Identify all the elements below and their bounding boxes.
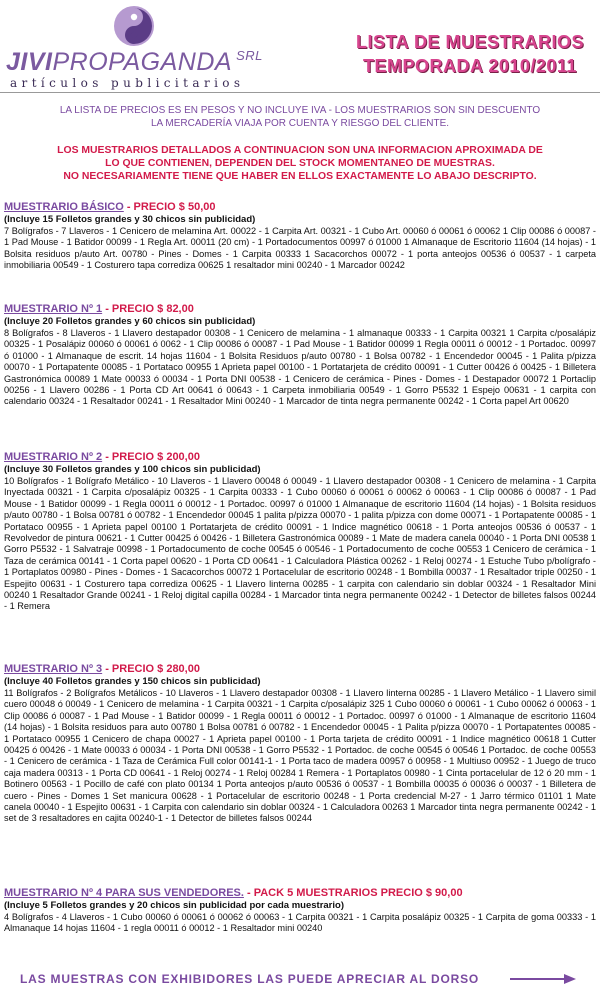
section-includes: (Incluye 40 Folletos grandes y 150 chicos sin publicidad) <box>4 676 261 687</box>
section-name: MUESTRARIO Nº 4 PARA SUS VENDEDORES. <box>4 887 244 899</box>
section-price: - PACK 5 MUESTRARIOS PRECIO $ 90,00 <box>243 887 463 899</box>
page-title <box>356 30 584 78</box>
section-includes: (Incluye 5 Folletos grandes y 20 chicos sin publicidad por cada muestrario) <box>4 900 344 911</box>
stock-alert-line-1: LOS MUESTRARIOS DETALLADOS A CONTINUACION SON UNA INFORMACION APROXIMADA DE <box>57 145 543 156</box>
title-line-2: TEMPORADA 2010/2011 <box>363 56 577 76</box>
stock-alert-line-2: LO QUE CONTIENEN, DEPENDEN DEL STOCK MOMENTANEO DE MUESTRAS. <box>105 158 495 169</box>
header <box>0 0 600 92</box>
title-line-1: LISTA DE MUESTRARIOS <box>355 32 584 52</box>
section-items: 4 Bolígrafos - 4 Llaveros - 1 Cubo 00060 ó 00061 ó 00062 ó 00063 - 1 Carpita 00321 - 1 Carpita posalápiz 00325 - 1 Carpita de goma 00333 - 1 Almanaque 14 hojas 11604 - 1 regla 00011 ó 00012 - 1 Resaltador mini 00240 <box>4 912 596 934</box>
section-muestrario-basico <box>4 200 596 272</box>
stock-alert <box>0 144 600 183</box>
section-name: MUESTRARIO BÁSICO <box>4 201 124 213</box>
logo-second: PROPAGANDA <box>52 48 233 76</box>
section-muestrario-1 <box>4 302 596 408</box>
logo-main: JIVI <box>6 48 53 76</box>
section-name: MUESTRARIO Nº 1 <box>4 303 103 315</box>
logo-swirl-icon <box>112 4 156 48</box>
section-name: MUESTRARIO Nº 3 <box>4 663 103 675</box>
logo-name <box>6 48 263 77</box>
section-items: 8 Bolígrafos - 8 Llaveros - 1 Llavero destapador 00308 - 1 Cenicero de melamina - 1 almanaque 00333 - 1 Carpita 00321 1 Carpita c/posalápiz 00325 - 1 Posalápiz 00060 ó 00061 ó 0062 - 1 Clip 00086 ó 00087 - 1 Pad Mouse - 1 Batidor 00099 1 Regla 00011 ó 00012 - 1 Portadoc. 00997 ó 01000 - 1 Almanaque de escrit. 14 hojas 11604 - 1 Bolsita Residuos p/auto 00780 - 1 Bolsa 00782 - 1 Encendedor 00045 - 1 Palita p/pizza 00070 - 1 Portapatente 00085 - 1 Portataco 00955 1 Aprieta papel 00100 - 1 Portatarjeta de crédito 00091 - 1 Cutter 00426 ó 00425 - 1 Billetera Gastronómica 00089 1 Mate 00033 ó 00034 - 1 Porta DNI 00538 - 1 Cenicero de cerámica - Pines - Domes - 1 Destapador 00072 1 Portaclip 00256 - 1 Llavero 00286 - 1 Porta CD Art 00641 ó 00643 - 1 Carpeta inmobiliaria 00549 - 1 Gorro P5532 1 Espejo 00631 - 1 carpita con calendario 00324 - 1 Resaltador 00241 - 1 Resaltador Mini 00240 - 1 Marcador de tinta negra permanente 00242 - 1 Corta papel Art 00620 <box>4 328 596 407</box>
section-muestrario-2 <box>4 450 596 613</box>
price-notice-line-2: LA MERCADERÍA VIAJA POR CUENTA Y RIESGO DEL CLIENTE. <box>150 118 450 129</box>
section-title <box>4 662 596 676</box>
section-name: MUESTRARIO Nº 2 <box>4 451 103 463</box>
section-price: - PRECIO $ 200,00 <box>102 451 200 463</box>
section-includes: (Incluye 15 Folletos grandes y 30 chicos sin publicidad) <box>4 214 256 225</box>
section-price: - PRECIO $ 280,00 <box>102 663 200 675</box>
section-items: 7 Bolígrafos - 7 Llaveros - 1 Cenicero de melamina Art. 00022 - 1 Carpita Art. 00321 - 1 Cubo Art. 00060 ó 00061 ó 00062 1 Clip 00086 ó 00087 - 1 Pad Mouse - 1 Batidor 00099 - 1 Regla Art. 00011 (20 cm) - 1 Portadocumentos 00997 ó 01000 1 Almanaque de Escritorio 11604 (14 hojas) - 1 Bolsita residuos p/auto Art. 00780 - Pines - Domes - 1 Carpita 00333 1 Sacacorchos 00072 - 1 porta anteojos 00536 ó 00537 - 1 carpeta inmobiliaria 00549 - 1 Costurero tapa corrediza 00625 1 resaltador mini 00240 - 1 Marcador 00242 <box>4 226 596 271</box>
section-title <box>4 302 596 316</box>
stock-alert-line-3: NO NECESARIAMENTE TIENE QUE HABER EN ELLOS EXACTAMENTE LO ABAJO DESCRIPTO. <box>63 171 537 182</box>
logo <box>6 2 276 88</box>
footer-note: LAS MUESTRAS CON EXHIBIDORES LAS PUEDE APRECIAR AL DORSO <box>20 972 480 986</box>
header-divider <box>0 92 600 93</box>
section-title <box>4 450 596 464</box>
price-notice-line-1: LA LISTA DE PRECIOS ES EN PESOS Y NO INCLUYE IVA - LOS MUESTRARIOS SON SIN DESCUENTO <box>59 105 541 116</box>
section-title <box>4 886 596 900</box>
arrow-right-icon <box>508 972 578 986</box>
section-muestrario-3 <box>4 662 596 825</box>
price-notice <box>0 104 600 130</box>
section-price: - PRECIO $ 50,00 <box>123 201 216 213</box>
section-includes: (Incluye 30 Folletos grandes y 100 chicos sin publicidad) <box>4 464 261 475</box>
section-items: 10 Bolígrafos - 1 Bolígrafo Metálico - 10 Llaveros - 1 Llavero 00048 ó 00049 - 1 Llavero destapador 00308 - 1 Cenicero de melamina - 1 Carpita Inyectada 00321 - 1 Carpita c/posalápiz 00325 - 1 Carpita 00333 - 1 Cubo 00060 ó 00061 ó 00062 ó 00063 - 1 Clip 00086 ó 00087 - 1 Pad Mouse - 1 Batidor 00099 - 1 Regla 00011 ó 00012 - 1 Portadoc. 00997 ó 01000 1 Almanaque de escritorio 11604 (14 hojas) - 1 Bolsita residuos p/auto 00780 - 1 Bolsa 00781 ó 00782 - 1 Encendedor 00045 1 palita p/pizza 00070 - 1 palita p/pizza con dome 00071 - 1 Portapatente 00085 - 1 Portataco 00955 - 1 Aprieta papel 00100 1 Portatarjeta de crédito 00091 - 1 Indice magnético 00618 - 1 Porta anteojos 00536 ó 00537 - 1 Revolvedor de pintura 00621 - 1 Cutter 00425 ó 00426 - 1 Billetera Gastronómica 00089 - 1 Mate de madera canela 00040 - 1 Porta DNI 00538 1 Gorro P5532 - 1 Salvatraje 00998 - 1 Portadocumento de coche 00545 ó 00546 - 1 Portadocumento de coche 00553 1 Cenicero de cerámica - 1 Taza de cerámica 00141 - 1 Corta papel 00620 - 1 Porta CD 00641 - 1 Calculadora Plástica 00262 - 1 Reloj 00274 - 1 Estuche Tubo p/bolígrafo - 1 Portaplatos 00980 - Pines - Domes - 1 Sacacorchos 00072 1 Portacelular de escritorio 00248 - 1 Bombilla 00037 - 1 Resaltador triple 00250 - 1 Espejito 00631 - 1 Costurero tapa corrediza 00625 - 1 Llavero linterna 00285 - 1 carpita con calendario sin doblar 00324 - 1 Resaltador Mini 00240 1 Resaltador Grande 00241 - 1 Reloj digital capilla 00284 - 1 Marcador tinta negra permanente 00242 - 1 Detector de billetes falsos 00244 - 1 Remera <box>4 476 597 612</box>
section-muestrario-4 <box>4 886 596 935</box>
section-includes: (Incluye 20 Folletos grandes y 60 chicos sin publicidad) <box>4 316 256 327</box>
logo-srl: SRL <box>236 48 263 63</box>
section-items: 11 Bolígrafos - 2 Bolígrafos Metálicos - 10 Llaveros - 1 Llavero destapador 00308 - 1 Llavero linterna 00285 - 1 Llavero Metálico - 1 Llavero simil cuero 00048 ó 00049 - 1 Cenicero de melamina - 1 Carpita 00321 - 1 Carpita c/posalápiz 325 1 Cubo 00060 ó 00061 - 1 Cubo 00062 ó 00063 - 1 Clip 00086 ó 00087 - 1 Pad Mouse - 1 Batidor 00099 - 1 Regla 00011 ó 00012 - 1 Portadoc. 00997 ó 01000 - 1 Almanaque de escritorio 11604 (14 hojas) - 1 Bolsita residuos para auto 00780 1 Bolsa 00781 ó 00782 - 1 Encendedor 00045 - 1 Palita p/pizza 00070 - 1 Portapatentes 00085 - 1 Portataco 00955 1 Cenicero de chapa 00027 - 1 Aprieta papel 00100 - 1 Porta tarjeta de crédito 00091 - 1 Indice magnético 00618 1 Cutter 00425 ó 00426 - 1 Mate 00033 ó 00034 - 1 Porta DNI 00538 - 1 Gorro P5532 - 1 Portadoc. de coche 00545 ó 00546 1 Portadoc. de coche 00553 - 1 Cenicero de cerámica - 1 Taza de Cerámica Full color 00141-1 - 1 Porta taco de madera 00957 ó 00958 - 1 Multiuso 00952 - 1 Juego de truco caja madera 00313 - 1 Porta CD 00641 - 1 Reloj 00274 - 1 Reloj 00284 1 Remera - 1 Portaplatos 00980 - 1 Cinta portacelular de 12 ó 20 mm - 1 Botinero 00563 - 1 Pocillo de café con plato 00134 1 Porta anteojos p/auto 00536 ó 00537 - 1 Bombilla 00035 ó 00036 ó 00037 - 1 Billetera de cuero - Pines - Domes 1 Set manicura 00628 - 1 Portacelular de escritorio 00248 - 1 Porta credencial M-27 - 1 Jarro térmico 01101 1 Mate canela 00040 - 1 Espejito 00631 - 1 Carpita con calendario sin doblar 00324 - 1 Calculadora 00263 1 Marcador tinta negra permanente 00242 - 1 set de 3 resaltadores en cajita 00240-1 - 1 Detector de billetes falsos 00244 <box>4 688 596 824</box>
section-title <box>4 200 596 214</box>
section-price: - PRECIO $ 82,00 <box>102 303 194 315</box>
logo-tagline: artículos publicitarios <box>10 76 245 90</box>
